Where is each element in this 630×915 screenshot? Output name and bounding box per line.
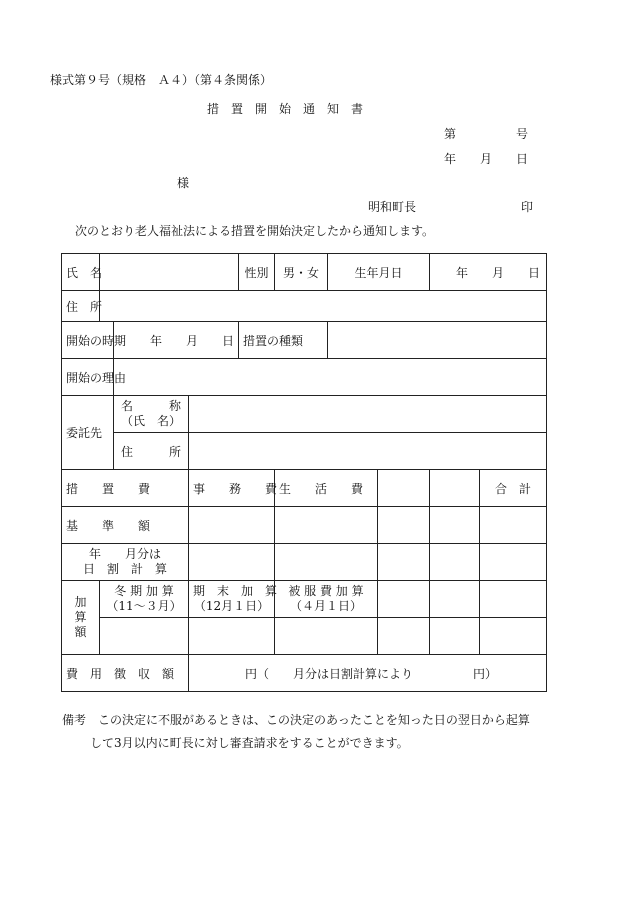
daily-extra-1[interactable] (378, 544, 430, 581)
dob-field[interactable]: 年 月 日 (430, 254, 547, 291)
daily-living-cost[interactable] (275, 544, 378, 581)
note-line2: して3月以内に町長に対し審査請求をすることができます。 (90, 736, 409, 750)
base-total[interactable] (480, 507, 547, 544)
sex-options[interactable]: 男・女 (275, 254, 328, 291)
winter-addition-field[interactable] (100, 618, 189, 655)
daily-calc-label (62, 544, 189, 581)
daily-calc-line2: 日 割 計 算 (82, 562, 167, 576)
document-date: 年 月 日 (444, 152, 529, 166)
living-cost-label: 生 活 費 (275, 470, 378, 507)
start-reason-field[interactable] (114, 359, 547, 396)
addition-label-char1: 加 (74, 595, 87, 609)
addition-label-char3: 額 (74, 625, 87, 639)
consignee-name-label-line2: （氏 名） (120, 414, 181, 428)
term-end-addition-field[interactable] (189, 618, 275, 655)
consignee-name-label (114, 396, 189, 433)
clothing-addition-line1: 被 服 費 加 算 (288, 584, 364, 598)
base-living-cost[interactable] (275, 507, 378, 544)
addition-extra-field-1[interactable] (378, 618, 430, 655)
term-end-addition-line2: （12月１日） (193, 599, 270, 613)
form-number: 様式第９号（規格 Ａ４）（第４条関係） (50, 73, 273, 87)
collection-field[interactable]: 円（ 月分は日割計算により 円） (189, 655, 547, 692)
daily-extra-2[interactable] (430, 544, 480, 581)
sex-label: 性別 (239, 254, 275, 291)
addition-label-char2: 算 (74, 610, 87, 624)
addition-extra-header-1 (378, 581, 430, 618)
name-field[interactable] (100, 254, 239, 291)
consignee-address-label: 住 所 (114, 433, 189, 470)
winter-addition-header (100, 581, 189, 618)
dob-label: 生年月日 (328, 254, 430, 291)
base-extra-1[interactable] (378, 507, 430, 544)
consignee-name-field[interactable] (189, 396, 547, 433)
base-extra-2[interactable] (430, 507, 480, 544)
cost-extra-header-1 (378, 470, 430, 507)
measure-cost-label: 措 置 費 (62, 470, 189, 507)
consignee-name-label-line1: 名 称 (120, 399, 181, 413)
address-field[interactable] (100, 291, 547, 322)
consignee-label: 委託先 (62, 396, 114, 470)
base-office-cost[interactable] (189, 507, 275, 544)
term-end-addition-header (189, 581, 278, 618)
office-cost-label: 事 務 費 (189, 470, 275, 507)
measure-type-label: 措置の種類 (239, 322, 328, 359)
start-reason-label: 開始の理由 (62, 359, 114, 396)
collection-label: 費 用 徴 収 額 (62, 655, 189, 692)
daily-calc-line1: 年 月分は (88, 547, 161, 561)
clothing-addition-field[interactable] (275, 618, 378, 655)
clothing-addition-header (275, 581, 378, 618)
start-time-field[interactable]: 年 月 日 (114, 322, 239, 359)
name-label: 氏 名 (62, 254, 100, 291)
addition-extra-header-2 (430, 581, 480, 618)
document-number: 第 号 (444, 127, 529, 141)
cost-extra-header-2 (430, 470, 480, 507)
addition-extra-field-2[interactable] (430, 618, 480, 655)
consignee-address-field[interactable] (189, 433, 547, 470)
document-title: 措 置 開 始 通 知 書 (207, 102, 364, 116)
notice-form-table (61, 253, 547, 692)
daily-office-cost[interactable] (189, 544, 275, 581)
address-label: 住 所 (62, 291, 100, 322)
issuer: 明和町長 (368, 200, 417, 214)
daily-total[interactable] (480, 544, 547, 581)
term-end-addition-line1: 期 末 加 算 (193, 584, 278, 598)
clothing-addition-line2: （４月１日） (289, 599, 362, 613)
addition-total-header (480, 581, 547, 618)
measure-type-field[interactable] (328, 322, 547, 359)
addressee-suffix: 様 (177, 176, 190, 190)
addition-total-field[interactable] (480, 618, 547, 655)
base-amount-label: 基 準 額 (62, 507, 189, 544)
total-label: 合 計 (480, 470, 547, 507)
addition-label (62, 581, 100, 655)
winter-addition-line2: （11～３月） (106, 599, 182, 613)
winter-addition-line1: 冬 期 加 算 (114, 584, 174, 598)
note-line1: 備考 この決定に不服があるときは、この決定のあったことを知った日の翌日から起算 (62, 713, 530, 727)
start-time-label: 開始の時期 (62, 322, 114, 359)
intro-text: 次のとおり老人福祉法による措置を開始決定したから通知します。 (75, 224, 435, 238)
seal-mark: 印 (521, 200, 534, 214)
